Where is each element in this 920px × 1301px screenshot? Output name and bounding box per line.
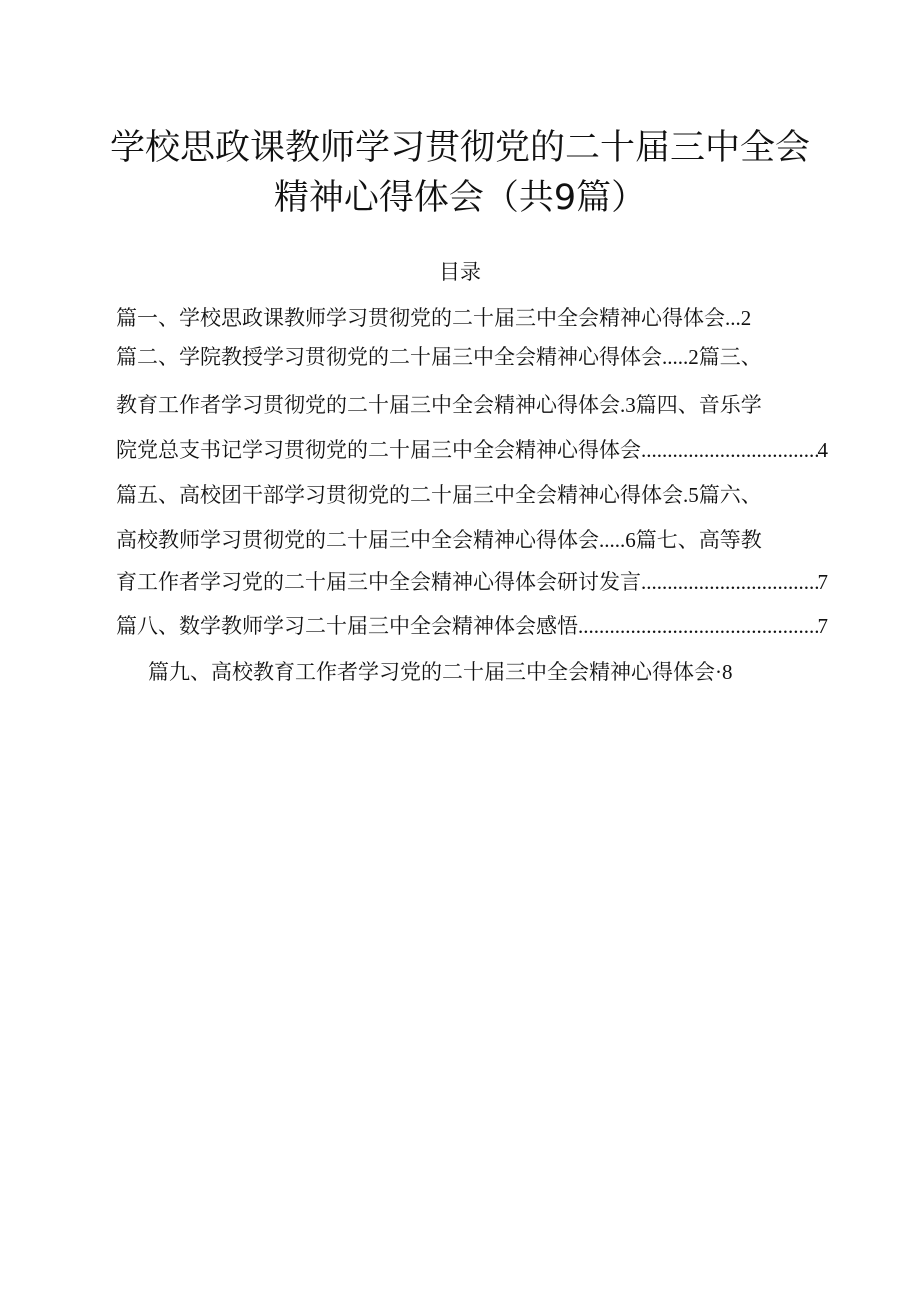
document-title-line-2: 精神心得体会（共9篇）: [273, 178, 647, 218]
toc-entry-9[interactable]: [148, 656, 828, 688]
toc-entry-6[interactable]: [116, 524, 828, 556]
toc-leader-dots: .....: [662, 345, 689, 369]
toc-leader-dots: .: [620, 393, 626, 417]
toc-entry-text: 篇二、学院教授学习贯彻党的二十届三中全会精神心得体会: [116, 345, 662, 369]
toc-entry-text: 高校教师学习贯彻党的二十届三中全会精神心得体会: [116, 528, 599, 552]
toc-entry-2[interactable]: [116, 341, 828, 373]
toc-entry-continuation: 篇七、高等教: [635, 528, 762, 552]
toc-leader-dots: ...: [725, 306, 741, 330]
toc-leader-dots: [641, 434, 818, 466]
toc-entry-8[interactable]: [116, 610, 828, 642]
toc-page-number: 7: [817, 614, 828, 638]
toc-entry-continuation: 篇六、: [698, 483, 762, 507]
toc-entry-continuation: 篇三、: [698, 345, 762, 369]
toc-entry-1[interactable]: [116, 302, 828, 334]
toc-entry-text: 篇八、数学教师学习二十届三中全会精神体会感悟: [116, 614, 578, 638]
toc-entry-7[interactable]: [116, 566, 828, 598]
toc-heading: 目录: [439, 260, 481, 284]
toc-leader-dots: [641, 566, 818, 598]
toc-entry-text: 篇九、高校教育工作者学习党的二十届三中全会精神心得体会: [148, 660, 715, 684]
toc-leader-dots: ·: [715, 660, 722, 684]
toc-leader-dots: .....: [599, 528, 626, 552]
toc-page-number: 2: [740, 306, 752, 330]
toc-entry-text: 育工作者学习党的二十届三中全会精神心得体会研讨发言: [116, 570, 641, 594]
toc-entry-text: 篇五、高校团干部学习贯彻党的二十届三中全会精神心得体会: [116, 483, 683, 507]
toc-entry-4[interactable]: [116, 434, 828, 466]
toc-entry-text: 院党总支书记学习贯彻党的二十届三中全会精神心得体会: [116, 438, 641, 462]
toc-entry-continuation: 篇四、音乐学: [635, 393, 762, 417]
toc-page-number: 3: [625, 393, 636, 417]
toc-page-number: 4: [817, 438, 828, 462]
toc-page-number: 2: [688, 345, 699, 369]
document-title-line-1: 学校思政课教师学习贯彻党的二十届三中全会: [109, 128, 810, 168]
toc-page-number: 6: [625, 528, 636, 552]
toc-entry-5[interactable]: [116, 479, 828, 511]
toc-leader-dots: [578, 610, 818, 642]
toc-page-number: 7: [817, 570, 828, 594]
toc-entry-3[interactable]: [116, 389, 828, 421]
toc-entry-text: 篇一、学校思政课教师学习贯彻党的二十届三中全会精神心得体会: [116, 306, 725, 330]
toc-page-number: 8: [722, 660, 733, 684]
toc-page-number: 5: [688, 483, 699, 507]
toc-leader-dots: .: [683, 483, 689, 507]
toc-entry-text: 教育工作者学习贯彻党的二十届三中全会精神心得体会: [116, 393, 620, 417]
